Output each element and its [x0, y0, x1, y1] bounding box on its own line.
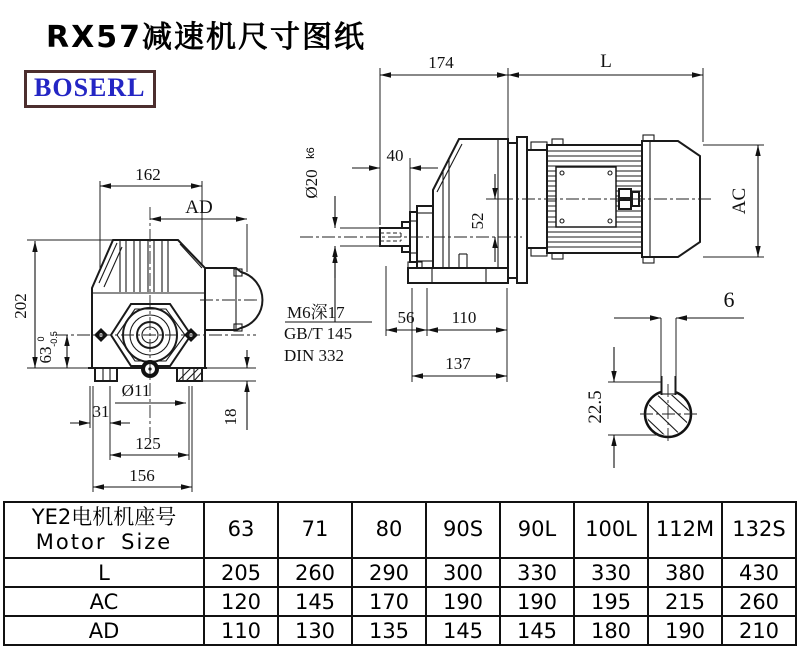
cell: 145	[500, 616, 574, 645]
cell: 130	[278, 616, 352, 645]
col-80: 80	[352, 502, 426, 558]
cell: 330	[574, 558, 648, 587]
cell: 215	[648, 587, 722, 616]
cell: 190	[426, 587, 500, 616]
cell: 120	[204, 587, 278, 616]
dim-110: 110	[451, 308, 477, 327]
dim-137: 137	[445, 354, 471, 373]
front-view-dimensions	[11, 165, 256, 492]
table-row-L	[4, 558, 796, 587]
row-label-L: L	[4, 558, 204, 587]
dim-56: 56	[397, 308, 415, 327]
cell: 380	[648, 558, 722, 587]
dim-AD: AD	[185, 197, 213, 218]
motor-frame-panel	[556, 167, 616, 227]
cell: 205	[204, 558, 278, 587]
col-132S: 132S	[722, 502, 796, 558]
row-label-AD: AD	[4, 616, 204, 645]
cell: 110	[204, 616, 278, 645]
dim-dia20: Ø20	[302, 169, 321, 199]
cell: 135	[352, 616, 426, 645]
cell: 180	[574, 616, 648, 645]
dim-63-upper-tol: 0	[36, 336, 46, 342]
col-90L: 90L	[500, 502, 574, 558]
cell: 190	[500, 587, 574, 616]
cell: 190	[648, 616, 722, 645]
table-row-AC	[4, 587, 796, 616]
cell: 260	[278, 558, 352, 587]
col-90S: 90S	[426, 502, 500, 558]
col-71: 71	[278, 502, 352, 558]
cell: 210	[722, 616, 796, 645]
col-112M: 112M	[648, 502, 722, 558]
cell: 145	[426, 616, 500, 645]
cell: 330	[500, 558, 574, 587]
cell: 195	[574, 587, 648, 616]
dim-63: 63	[36, 346, 55, 364]
cell: 430	[722, 558, 796, 587]
row-label-AC: AC	[4, 587, 204, 616]
cell: 290	[352, 558, 426, 587]
table-row-AD	[4, 616, 796, 645]
motor-size-table	[3, 501, 797, 646]
motor-size-header-cell	[4, 502, 204, 558]
cell: 300	[426, 558, 500, 587]
dim-40: 40	[386, 146, 404, 165]
dim-31: 31	[92, 402, 110, 421]
dim-AC: AC	[729, 187, 750, 215]
dim-L: L	[600, 51, 612, 72]
page-title: RX57减速机尺寸图纸	[46, 20, 366, 55]
side-view	[300, 135, 712, 283]
cell: 145	[278, 587, 352, 616]
dim-202: 202	[11, 293, 30, 319]
col-100L: 100L	[574, 502, 648, 558]
dim-156: 156	[129, 466, 155, 485]
header-cn: YE2电机机座号	[31, 504, 177, 529]
gbt-standard: GB/T 145	[284, 324, 353, 343]
dim-63-lower-tol: -0.5	[49, 331, 59, 347]
input-flange	[200, 268, 262, 331]
din-standard: DIN 332	[284, 346, 344, 365]
dim-22-5: 22.5	[585, 390, 606, 424]
adapter-flange	[508, 137, 527, 283]
cell: 170	[352, 587, 426, 616]
dim-125: 125	[135, 434, 161, 453]
header-en: Motor Size	[35, 530, 173, 554]
dim-162: 162	[135, 165, 161, 184]
dim-6: 6	[723, 287, 735, 312]
shaft-section-detail	[585, 287, 744, 468]
thread-callout: M6深17	[287, 303, 345, 322]
dim-52: 52	[468, 212, 487, 230]
col-63: 63	[204, 502, 278, 558]
cell: 260	[722, 587, 796, 616]
dim-18: 18	[221, 408, 240, 426]
dim-dia20-fit: k6	[305, 147, 317, 159]
boserl-logo: BOSERL	[24, 70, 156, 108]
dim-dia11: Ø11	[121, 381, 151, 400]
table-header-row	[4, 502, 796, 558]
m6-callout	[284, 252, 372, 365]
dim-174: 174	[428, 53, 454, 72]
